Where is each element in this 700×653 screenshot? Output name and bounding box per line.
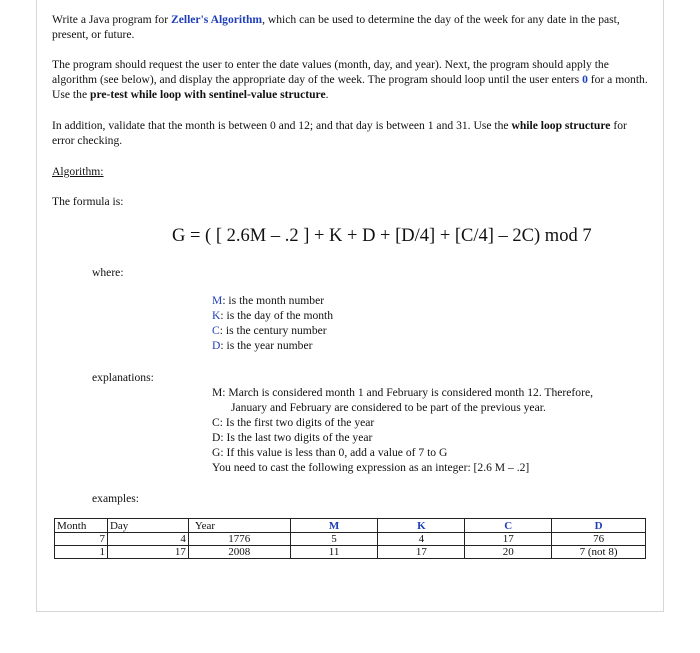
definition-k: K: is the day of the month [212, 309, 334, 322]
explanation-item: M: March is considered month 1 and February is considered month 12. Therefore, [212, 386, 593, 399]
cell-k: 4 [378, 533, 465, 546]
cell-m: 11 [290, 546, 378, 559]
formula-intro: The formula is: [52, 195, 124, 208]
explanation-item: January and February are considered to be part of the previous year. [231, 401, 546, 414]
cell-d: 7 (not 8) [552, 546, 646, 559]
explanations-list [212, 385, 652, 475]
header-k: K [378, 519, 465, 533]
explanation-item: C: Is the first two digits of the year [212, 416, 375, 429]
cell-c: 20 [465, 546, 552, 559]
cell-day: 4 [107, 533, 188, 546]
definition-m: M: is the month number [212, 294, 325, 307]
header-d: D [552, 519, 646, 533]
cell-year: 2008 [188, 546, 290, 559]
explanation-item: You need to cast the following expression as an integer: [2.6 M – .2] [212, 461, 530, 474]
zeller-algorithm-name: Zeller's Algorithm [170, 13, 263, 26]
algorithm-heading: Algorithm: [52, 165, 104, 178]
intro-paragraph-3: In addition, validate that the month is between 0 and 12; and that day is between 1 and 31. Use the while loop structure for error checking. [52, 119, 627, 147]
cell-c: 17 [465, 533, 552, 546]
header-year: Year [188, 519, 290, 533]
header-month: Month [55, 519, 108, 533]
definition-c: C: is the century number [212, 324, 327, 337]
cell-d: 76 [552, 533, 646, 546]
explanation-item: G: If this value is less than 0, add a value of 7 to G [212, 446, 448, 459]
explanations-label: explanations: [92, 371, 154, 384]
where-label: where: [92, 266, 124, 279]
header-m: M [290, 519, 378, 533]
table-row [55, 533, 646, 546]
definitions-list [212, 293, 333, 353]
intro-paragraph-1: Write a Java program for Zeller's Algorithm, which can be used to determine the day of the week for any date in the past, present, or future. [52, 13, 620, 41]
intro-paragraph-2: The program should request the user to enter the date values (month, day, and year). Next, the program should apply the algorithm (see below), and display the appropriate day of the week. The program should loop until the user enters 0 for a month. Use the pre-test while loop with sentinel-value structure. [52, 58, 648, 101]
table-row [55, 546, 646, 559]
cell-day: 17 [107, 546, 188, 559]
explanation-item: D: Is the last two digits of the year [212, 431, 373, 444]
definition-d: D: is the year number [212, 339, 313, 352]
cell-k: 17 [378, 546, 465, 559]
cell-year: 1776 [188, 533, 290, 546]
header-c: C [465, 519, 552, 533]
header-day: Day [107, 519, 188, 533]
cell-month: 7 [55, 533, 108, 546]
cell-month: 1 [55, 546, 108, 559]
zeller-formula: G = ( [ 2.6M – .2 ] + K + D + [D/4] + [C/4] – 2C) mod 7 [172, 226, 592, 246]
sentinel-value: 0 [582, 73, 588, 86]
cell-m: 5 [290, 533, 378, 546]
table-header-row [55, 519, 646, 533]
examples-table [54, 518, 646, 559]
examples-label: examples: [92, 492, 140, 505]
